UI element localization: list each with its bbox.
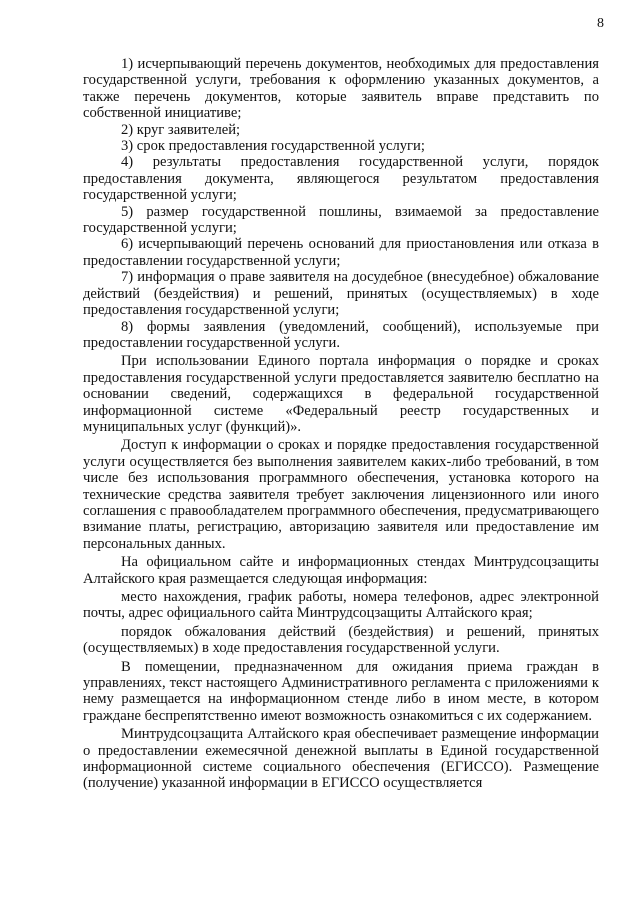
paragraph: При использовании Единого портала информация о порядке и сроках предоставления государственной услуги предоставляется заявителю бесплатно на основании сведений, содержащихся в федеральной государственной информационной системе «Федеральный реестр государственных и муниципальных услуг (функций)». bbox=[83, 353, 599, 435]
document-body bbox=[83, 56, 599, 792]
paragraph: 2) круг заявителей; bbox=[121, 121, 241, 138]
paragraph: 4) результаты предоставления государственной услуги, порядок предоставления документа, являющегося результатом предоставления государственной услуги; bbox=[83, 154, 599, 204]
paragraph: 6) исчерпывающий перечень оснований для приостановления или отказа в предоставлении государственной услуги; bbox=[83, 236, 599, 269]
paragraph: На официальном сайте и информационных стендах Минтрудсоцзащиты Алтайского края размещается следующая информация: bbox=[83, 554, 599, 587]
paragraph: В помещении, предназначенном для ожидания приема граждан в управлениях, текст настоящего Административного регламента с приложениями к нему размещается на информационном стенде либо в ином месте, в котором граждане беспрепятственно имеют возможность ознакомиться с их содержанием. bbox=[83, 658, 599, 724]
paragraph: Доступ к информации о сроках и порядке предоставления государственной услуги осуществляется без выполнения заявителем каких-либо требований, в том числе без использования программного обеспечения, установка которого на технические средства заявителя требует заключения лицензионного или иного соглашения с правообладателем программного обеспечения, предусматривающего взимание платы, регистрацию, авторизацию заявителя или предоставление им персональных данных. bbox=[83, 437, 599, 552]
paragraph: 8) формы заявления (уведомлений, сообщений), используемые при предоставлении государственной услуги. bbox=[83, 318, 599, 351]
paragraph: место нахождения, график работы, номера телефонов, адрес электронной почты, адрес официального сайта Минтрудсоцзащиты Алтайского края; bbox=[83, 589, 599, 622]
page-number: 8 bbox=[597, 16, 604, 31]
paragraph: Минтрудсоцзащита Алтайского края обеспечивает размещение информации о предоставлении ежемесячной денежной выплаты в Единой государственной информационной системе социального обеспечения (ЕГИССО). Размещение (получение) указанной информации в ЕГИССО осуществляется bbox=[83, 726, 599, 792]
paragraph: 7) информация о праве заявителя на досудебное (внесудебное) обжалование действий (бездействия) и решений, принятых (осуществляемых) в ходе предоставления государственной услуги; bbox=[83, 269, 599, 319]
paragraph: 1) исчерпывающий перечень документов, необходимых для предоставления государственной услуги, требования к оформлению указанных документов, а также перечень документов, которые заявитель вправе представить по собственной инициативе; bbox=[83, 56, 599, 122]
paragraph: 5) размер государственной пошлины, взимаемой за предоставление государственной услуги; bbox=[83, 203, 599, 237]
paragraph: порядок обжалования действий (бездействия) и решений, принятых (осуществляемых) в ходе предоставления государственной услуги. bbox=[83, 623, 599, 657]
paragraph: 3) срок предоставления государственной услуги; bbox=[121, 138, 425, 155]
